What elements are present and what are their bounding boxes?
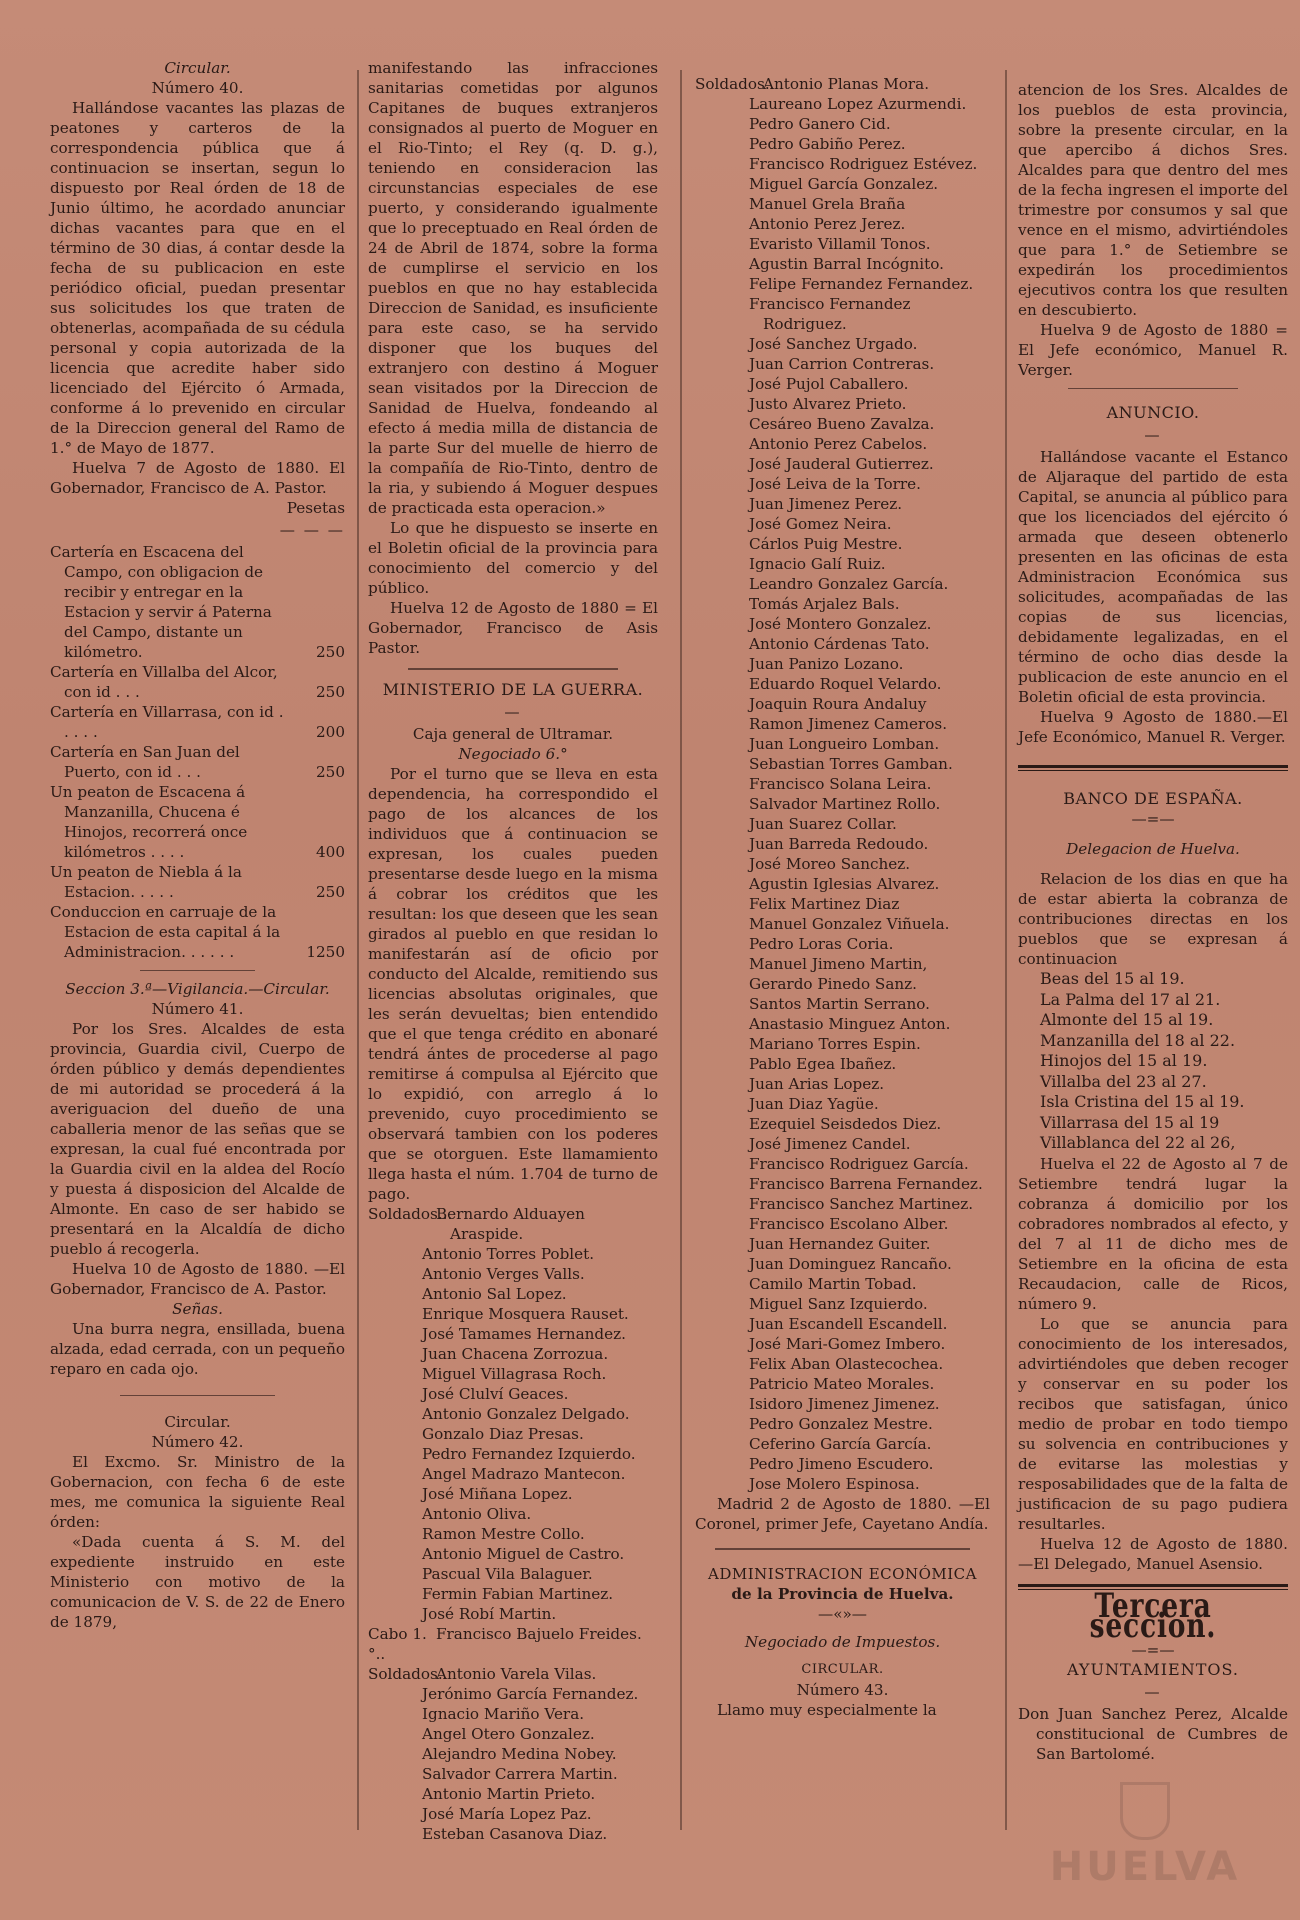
list-item: Francisco Escolano Alber.: [749, 1215, 949, 1233]
circular-43-body: Llamo muy especialmente la: [717, 1701, 937, 1719]
negociado-title: Negociado 6.°: [458, 745, 568, 763]
post-row: [50, 902, 345, 962]
post-amount: 1250: [306, 943, 345, 961]
list-item: Enrique Mosquera Rauset.: [422, 1305, 629, 1323]
list-item: Antonio Cárdenas Tato.: [749, 635, 930, 653]
double-rule: [1018, 765, 1288, 771]
post-amount: 250: [316, 883, 345, 901]
list-item: Juan Suarez Collar.: [749, 815, 897, 833]
list-item: José Clulví Geaces.: [422, 1385, 569, 1403]
ministry-title: MINISTERIO DE LA GUERRA.: [382, 680, 644, 699]
circular-41-signature: Huelva 10 de Agosto de 1880. —El Gobernador, Francisco de A. Pastor.: [50, 1260, 345, 1298]
list-item: Juan Panizo Lozano.: [749, 655, 904, 673]
anuncio-title: ANUNCIO.: [1106, 403, 1200, 422]
divider: [120, 1395, 275, 1396]
list-item: Angel Madrazo Mantecon.: [422, 1465, 626, 1483]
list-item: José Moreo Sanchez.: [749, 855, 911, 873]
list-item: Camilo Martin Tobad.: [749, 1275, 917, 1293]
list-item: Pedro Gonzalez Mestre.: [749, 1415, 933, 1433]
relacion-body: Relacion de los dias en que ha de estar abierta la cobranza de contribuciones directas en los pueblos que se expresan á continuacion: [1018, 870, 1288, 968]
list-item: José Mari-Gomez Imbero.: [749, 1335, 946, 1353]
list-item: Felipe Fernandez Fernandez.: [749, 275, 974, 293]
post-amount: 200: [316, 723, 345, 741]
caja-title: Caja general de Ultramar.: [412, 725, 614, 743]
caja-body: Por el turno que se lleva en esta dependencia, ha correspondido el pago de los alcances de los individuos que á continuacion se expresan, los cuales pueden presentarse desde luego en la misma á cobrar los créditos que les resultan: los que deseen que les sean girados al pueblo en que residan lo manifestarán así de oficio por conducto del Alcalde, remitiendo sus licencias absolutas originales, que les serán devueltas; bien entendido que el que tenga crédito en abonaré tendrá ántes de procederse al pago remitirse á compulsa al Ejército que lo expidió, con arreglo á lo prevenido, cuyo procedimiento se observará tambien con los poderes que se otorguen. Este llamamiento llega hasta el núm. 1.704 de turno de pago.: [368, 765, 658, 1203]
list-item: Miguel García Gonzalez.: [749, 175, 939, 193]
list-item: Salvador Carrera Martin.: [422, 1765, 618, 1783]
list-item: Joaquin Roura Andaluy: [749, 695, 927, 713]
list-item: Francisco Rodriguez García.: [749, 1155, 969, 1173]
list-item: Juan Barreda Redoudo.: [749, 835, 929, 853]
list-item: Gonzalo Diaz Presas.: [422, 1425, 584, 1443]
circular-43-label: CIRCULAR.: [801, 1662, 884, 1677]
list-item: José Gomez Neira.: [749, 515, 892, 533]
list-item: Antonio Miguel de Castro.: [422, 1545, 625, 1563]
list-item: Cabo 1.°.. Francisco Bajuelo Freides.: [368, 1625, 642, 1663]
list-item: Juan Dominguez Rancaño.: [749, 1255, 952, 1273]
post-description: Cartería en San Juan del Puerto, con id . . .: [50, 743, 240, 781]
list-item: Beas del 15 al 19.: [1040, 969, 1185, 988]
post-row: [50, 702, 345, 742]
delegacion-title: Delegacion de Huelva.: [1066, 840, 1240, 858]
list-item: José Pujol Caballero.: [749, 375, 909, 393]
post-description: Cartería en Villalba del Alcor, con id . . .: [50, 663, 278, 701]
list-item: Villalba del 23 al 27.: [1040, 1071, 1207, 1091]
tercera-ornament: —=—: [1131, 1640, 1175, 1659]
list-item: Antonio Perez Jerez.: [749, 215, 906, 233]
post-description: Cartería en Escacena del Campo, con obligacion de recibir y entregar en la Estacion y servir á Paterna del Campo, distante un kilómetro.: [50, 543, 272, 661]
list-item: Soldados... Bernardo Alduayen Araspide.: [368, 1205, 585, 1243]
list-item: Jose Molero Espinosa.: [749, 1475, 920, 1493]
list-item: José Robí Martin.: [422, 1605, 557, 1623]
circular-43-number: Número 43.: [796, 1681, 889, 1699]
list-item: Soldados.. Antonio Varela Vilas.: [368, 1665, 597, 1683]
ornament: —: [1144, 426, 1162, 444]
circular-40-number: Número 40.: [151, 79, 244, 97]
list-item: Antonio Perez Cabelos.: [749, 435, 928, 453]
post-amount: 250: [316, 683, 345, 701]
dates-list: [1018, 969, 1288, 1154]
list-item: Pascual Vila Balaguer.: [422, 1565, 593, 1583]
list-item: Almonte del 15 al 19.: [1040, 1010, 1214, 1029]
list-item: Miguel Villagrasa Roch.: [422, 1365, 607, 1383]
list-item: Felix Martinez Diaz: [749, 895, 900, 913]
circular-41-body: Por los Sres. Alcaldes de esta provincia, Guardia civil, Cuerpo de órden público y demás dependientes de mi autoridad se procederá á la averiguacion del dueño de una caballeria menor de las señas que se expresan, la cual fué encontrada por la Guardia civil en la aldea del Rocío y puesta á disposicion del Alcalde de Almonte. En caso de ser habido se presentará en la Alcaldía de dicho pueblo á recogerla.: [50, 1020, 345, 1258]
post-row: [50, 662, 345, 702]
list-item: Juan Hernandez Guiter.: [749, 1235, 931, 1253]
post-row: [50, 742, 345, 782]
list-item: Antonio Torres Poblet.: [422, 1245, 595, 1263]
senas-title: Señas.: [172, 1300, 223, 1318]
list-item: Villarrasa del 15 al 19: [1040, 1112, 1220, 1132]
list-item: Francisco Solana Leira.: [749, 775, 932, 793]
circular-42-number: Número 42.: [151, 1433, 244, 1451]
list-item: Fermin Fabian Martinez.: [422, 1585, 614, 1603]
list-item: Evaristo Villamil Tonos.: [749, 235, 931, 253]
circular-40-signature: Huelva 7 de Agosto de 1880. El Gobernador, Francisco de A. Pastor.: [50, 459, 345, 497]
archive-watermark: [1030, 1782, 1260, 1890]
delegado-signature: Huelva 12 de Agosto de 1880. —El Delegado, Manuel Asensio.: [1018, 1534, 1288, 1573]
divider: [715, 1548, 970, 1550]
list-item: Ramon Jimenez Cameros.: [749, 715, 948, 733]
column-rule: [1005, 70, 1007, 1830]
list-item: Angel Otero Gonzalez.: [422, 1725, 595, 1743]
huelva-cobranza: Huelva el 22 de Agosto al 7 de Setiembre tendrá lugar la cobranza á domicilio por los cobradores nombrados al efecto, y del 7 al 11 de dicho mes de Setiembre en la oficina de esta Recaudacion, calle de Ricos, número 9.: [1018, 1154, 1288, 1313]
list-item: Ignacio Mariño Vera.: [422, 1705, 585, 1723]
list-item: José Jauderal Gutierrez.: [749, 455, 934, 473]
real-orden-continuation: manifestando las infracciones sanitarias cometidas por algunos Capitanes de buques extranjeros consignados al puerto de Moguer en el Rio-Tinto; el Rey (q. D. g.), teniendo en consideracion las circunstancias especiales de ese puerto, y considerando igualmente que lo preceptuado en Real órden de 24 de Abril de 1874, sobre la forma de cumplirse el servicio en los pueblos en que no hay establecida Direccion de Sanidad, es insuficiente para este caso, se ha servido disponer que los buques del extranjero con destino á Moguer sean visitados por la Direccion de Sanidad de Huelva, fondeando al efecto á media milla de distancia de la parte Sur del muelle de hierro de la compañía de Rio-Tinto, dentro de la ria, y subiendo á Moguer despues de practicada esta operacion.»: [368, 59, 658, 517]
list-item: Patricio Mateo Morales.: [749, 1375, 935, 1393]
list-item: Manuel Grela Braña: [749, 195, 906, 213]
list-item: Cesáreo Bueno Zavalza.: [749, 415, 935, 433]
list-item: Agustin Iglesias Alvarez.: [749, 875, 940, 893]
list-item: La Palma del 17 al 21.: [1040, 989, 1221, 1009]
list-item: Francisco Fernandez Rodriguez.: [749, 295, 911, 333]
list-item: Pedro Ganero Cid.: [749, 115, 891, 133]
column-rule: [357, 70, 359, 1830]
post-row: [50, 862, 345, 902]
list-item: Ramon Mestre Collo.: [422, 1525, 585, 1543]
circular-42-title: Circular.: [164, 1413, 231, 1431]
list-item: Agustin Barral Incógnito.: [749, 255, 944, 273]
list-item: Eduardo Roquel Velardo.: [749, 675, 942, 693]
list-item: Manzanilla del 18 al 22.: [1040, 1030, 1236, 1050]
list-item: José Sanchez Urgado.: [749, 335, 918, 353]
soldiers-list: [368, 1204, 658, 1624]
list-item: Juan Jimenez Perez.: [749, 495, 903, 513]
list-item: Salvador Martinez Rollo.: [749, 795, 941, 813]
column-3: [695, 74, 990, 1720]
list-item: José Jimenez Candel.: [749, 1135, 911, 1153]
list-item: Juan Carrion Contreras.: [749, 355, 935, 373]
list-item: Isidoro Jimenez Jimenez.: [749, 1395, 940, 1413]
column-rule: [680, 70, 682, 1830]
circular-41-section: Seccion 3.ª—Vigilancia.—Circular.: [65, 980, 330, 998]
ornament: —: [1144, 1682, 1162, 1701]
negociado-impuestos: Negociado de Impuestos.: [744, 1633, 941, 1651]
shield-icon: [1120, 1782, 1170, 1840]
list-item: José María Lopez Paz.: [422, 1805, 592, 1823]
column-4: [1018, 80, 1288, 1764]
publish-note: Lo que he dispuesto se inserte en el Boletin oficial de la provincia para conocimiento del comercio y del público.: [368, 519, 658, 597]
list-item: José Miñana Lopez.: [422, 1485, 573, 1503]
posts-list: [50, 542, 345, 962]
circular-40-body: Hallándose vacantes las plazas de peatones y carteros de la correspondencia pública que á continuacion se insertan, segun lo dispuesto por Real órden de 18 de Junio último, he acordado anunciar dichas vacantes para que en el término de 30 dias, á contar desde la fecha de su publicacion en este periódico oficial, puedan presentar sus solicitudes los que traten de obtenerlas, acompañada de su cédula personal y copia autorizada de la licencia que acredite haber sido licenciado del Ejército ó Armada, conforme á lo prevenido en circular de la Direccion general del Ramo de 1.° de Mayo de 1877.: [50, 99, 345, 457]
list-item: Anastasio Minguez Anton.: [749, 1015, 951, 1033]
admin-ornament: —«»—: [818, 1605, 867, 1623]
list-item: Pablo Egea Ibañez.: [749, 1055, 897, 1073]
list-item: Ignacio Galí Ruiz.: [749, 555, 886, 573]
soldiers-list-2: [368, 1624, 658, 1844]
circular-40-title: Circular.: [164, 59, 231, 77]
list-item: Isla Cristina del 15 al 19.: [1040, 1092, 1245, 1111]
post-description: Conduccion en carruaje de la Estacion de esta capital á la Administracion. . . . . .: [50, 903, 281, 961]
list-item: Juan Escandell Escandell.: [749, 1315, 948, 1333]
list-item: Miguel Sanz Izquierdo.: [749, 1295, 928, 1313]
divider: [140, 970, 255, 971]
list-item: Esteban Casanova Diaz.: [422, 1825, 608, 1843]
post-description: Cartería en Villarrasa, con id . . . . .: [50, 703, 284, 741]
list-item: Antonio Gonzalez Delgado.: [422, 1405, 630, 1423]
jefe-signature: Huelva 9 de Agosto de 1880 = El Jefe económico, Manuel R. Verger.: [1018, 321, 1288, 379]
list-item: Ceferino García García.: [749, 1435, 932, 1453]
list-item: Mariano Torres Espin.: [749, 1035, 921, 1053]
list-item: Juan Chacena Zorrozua.: [422, 1345, 609, 1363]
list-item: Villablanca del 22 al 26,: [1040, 1133, 1236, 1152]
list-item: Juan Arias Lopez.: [749, 1075, 885, 1093]
ornament: —: [504, 703, 522, 721]
list-item: Sebastian Torres Gamban.: [749, 755, 953, 773]
list-item: Soldados.. Antonio Planas Mora.: [695, 75, 930, 93]
list-item: Antonio Oliva.: [422, 1505, 532, 1523]
circular-43-continuation: atencion de los Sres. Alcaldes de los pueblos de esta provincia, sobre la presente circular, en la que apercibo á dichos Sres. Alcaldes para que dentro del mes de la fecha ingresen el importe del trimestre por consumos y sal que vence en el mismo, advirtiéndoles que para 1.° de Setiembre se expedirán los procedimientos ejecutivos contra los que resulten en descubierto.: [1018, 81, 1288, 319]
list-item: José Tamames Hernandez.: [422, 1325, 626, 1343]
ayuntamiento-notice: Don Juan Sanchez Perez, Alcalde constitucional de Cumbres de San Bartolomé.: [1018, 1704, 1288, 1763]
list-item: Antonio Verges Valls.: [422, 1265, 585, 1283]
list-item: Hinojos del 15 al 19.: [1040, 1051, 1208, 1070]
post-amount: 250: [316, 643, 345, 661]
list-item: Tomás Arjalez Bals.: [749, 595, 900, 613]
list-item: Ezequiel Seisdedos Diez.: [749, 1115, 942, 1133]
list-item: Manuel Gonzalez Viñuela.: [749, 915, 950, 933]
circular-42-quote: «Dada cuenta á S. M. del expediente instruido en este Ministerio con motivo de la comunicacion de V. S. de 22 de Enero de 1879,: [50, 1533, 345, 1631]
list-item: Felix Aban Olastecochea.: [749, 1355, 944, 1373]
senas-body: Una burra negra, ensillada, buena alzada, edad cerrada, con un pequeño reparo en cada ojo.: [50, 1320, 345, 1378]
divider: [1068, 388, 1238, 389]
list-item: Justo Alvarez Prieto.: [749, 395, 907, 413]
list-item: Pedro Loras Coria.: [749, 935, 894, 953]
list-item: Gerardo Pinedo Sanz.: [749, 975, 917, 993]
column-1: [50, 58, 345, 1632]
post-amount: 400: [316, 843, 345, 861]
divider: [408, 668, 618, 670]
column-2: [368, 58, 658, 1844]
list-item: José Leiva de la Torre.: [749, 475, 921, 493]
admin-title: ADMINISTRACION ECONÓMICA: [708, 1565, 977, 1583]
coronel-signature: Madrid 2 de Agosto de 1880. —El Coronel, primer Jefe, Cayetano Andía.: [695, 1495, 990, 1533]
soldiers-list-3: [695, 74, 990, 1494]
anuncio-signature: Huelva 9 Agosto de 1880.—El Jefe Económico, Manuel R. Verger.: [1018, 708, 1288, 746]
anuncio-body: Hallándose vacante el Estanco de Aljaraque del partido de esta Capital, se anuncia al público para que los licenciados del ejército ó armada que deseen obtenerlo presenten en las oficinas de esta Administracion Económica sus solicitudes, acompañadas de las copias de sus licencias, debidamente legalizadas, en el término de ocho dias desde la publicacion de este anuncio en el Boletin oficial de esta provincia.: [1018, 448, 1288, 706]
post-row: [50, 542, 345, 662]
post-row: [50, 782, 345, 862]
list-item: Alejandro Medina Nobey.: [422, 1745, 617, 1763]
list-item: José Montero Gonzalez.: [749, 615, 932, 633]
list-item: Pedro Jimeno Escudero.: [749, 1455, 934, 1473]
list-item: Juan Diaz Yagüe.: [749, 1095, 879, 1113]
list-item: Antonio Sal Lopez.: [422, 1285, 567, 1303]
list-item: Manuel Jimeno Martin,: [749, 955, 928, 973]
governor-signature: Huelva 12 de Agosto de 1880 = El Gobernador, Francisco de Asis Pastor.: [368, 599, 658, 657]
tercera-seccion-title: Tercera seccion.: [1089, 1585, 1217, 1646]
ayuntamientos-title: AYUNTAMIENTOS.: [1067, 1659, 1239, 1679]
pesetas-dash: — — —: [279, 521, 345, 539]
post-description: Un peaton de Niebla á la Estacion. . . . .: [50, 863, 242, 901]
list-item: Laureano Lopez Azurmendi.: [749, 95, 967, 113]
list-item: Antonio Martin Prieto.: [422, 1785, 596, 1803]
post-description: Un peaton de Escacena á Manzanilla, Chucena é Hinojos, recorrerá once kilómetros . . . .: [50, 783, 248, 861]
admin-subtitle: de la Provincia de Huelva.: [731, 1585, 954, 1603]
post-amount: 250: [316, 763, 345, 781]
list-item: Santos Martin Serrano.: [749, 995, 930, 1013]
list-item: Pedro Gabiño Perez.: [749, 135, 906, 153]
list-item: Cárlos Puig Mestre.: [749, 535, 903, 553]
banco-title: BANCO DE ESPAÑA.: [1063, 789, 1243, 808]
list-item: Pedro Fernandez Izquierdo.: [422, 1445, 636, 1463]
list-item: Juan Longueiro Lomban.: [749, 735, 940, 753]
circular-41-number: Número 41.: [151, 1000, 244, 1018]
list-item: Francisco Rodriguez Estévez.: [749, 155, 978, 173]
list-item: Jerónimo García Fernandez.: [422, 1685, 639, 1703]
list-item: Leandro Gonzalez García.: [749, 575, 949, 593]
circular-42-body: El Excmo. Sr. Ministro de la Gobernacion, con fecha 6 de este mes, me comunica la siguiente Real órden:: [50, 1453, 345, 1531]
pesetas-header: Pesetas: [286, 499, 345, 517]
anuncia-body: Lo que se anuncia para conocimiento de los interesados, advirtiéndoles que deben recoger y conservar en su poder los recibos que satisfagan, único medio de probar en todo tiempo su solvencia en contribuciones y de evitarse las molestias y resposabilidades que de la falta de justificacion de su pago pudiera resultarles.: [1018, 1314, 1288, 1533]
watermark-word: HUELVA: [1049, 1844, 1241, 1890]
list-item: Francisco Sanchez Martinez.: [749, 1195, 974, 1213]
banco-ornament: —=—: [1131, 810, 1175, 828]
list-item: Francisco Barrena Fernandez.: [749, 1175, 983, 1193]
